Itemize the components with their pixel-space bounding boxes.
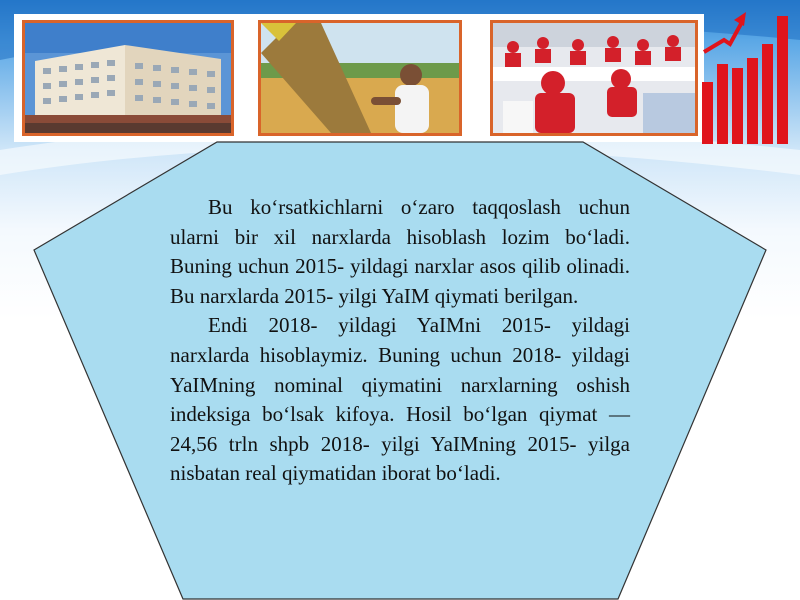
body-text — [170, 193, 630, 489]
paragraph-2: Endi 2018- yildagi YaIMni 2015- yildagi narxlarda hisoblaymiz. Buning uchun 2018- yildagi YaIMning nominal qiymatini narxlarning oshish indeksiga boʻlsak kifoya. Hosil boʻlgan qiymat — 24,56 trln shpb 2018- yilgi YaIMning 2015- yilga nisbatan real qiymatidan iborat boʻladi. — [170, 313, 630, 486]
paragraph-1: Bu koʻrsatkichlarni oʻzaro taqqoslash uchun ularni bir xil narxlarda hisoblash lozim boʻladi. Buning uchun 2015- yildagi narxlar asos qilib olinadi. Bu narxlarda 2015- yilgi YaIM qiymati berilgan. — [170, 195, 630, 308]
